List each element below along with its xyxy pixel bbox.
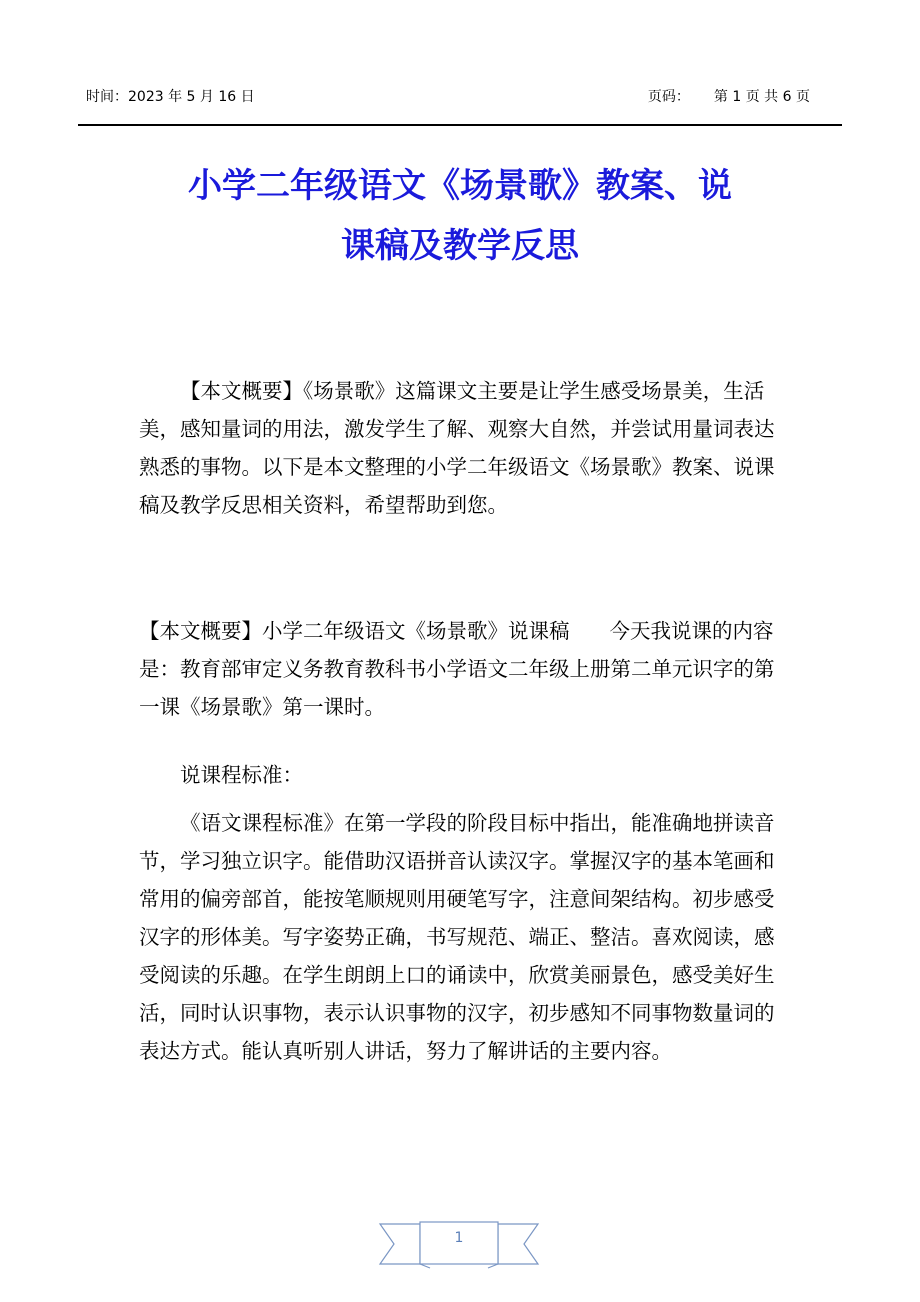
header-date: 时间：2023 年 5 月 16 日 xyxy=(86,89,255,105)
intro-paragraph xyxy=(139,612,784,726)
title-line-2: 课稿及教学反思 xyxy=(341,226,579,266)
header-page-info xyxy=(648,86,810,106)
intro-text-a: 【本文概要】小学二年级语文《场景歌》说课稿 xyxy=(139,619,570,643)
page-number-badge xyxy=(378,1220,540,1270)
page-number: 1 xyxy=(454,1230,464,1246)
header-page-label: 页码： xyxy=(647,89,690,105)
intro-text-b: 今天我说课的内容是：教育部审定义务教育教科书小学语文二年级上册第二单元识字的第一课《场景歌》第一课时。 xyxy=(139,619,775,719)
standard-body: 《语文课程标准》在第一学段的阶段目标中指出，能准确地拼读音节，学习独立识字。能借助汉语拼音认读汉字。掌握汉字的基本笔画和常用的偏旁部首，能按笔顺规则用硬笔写字，注意间架结构。初步感受汉字的形体美。写字姿势正确，书写规范、端正、整洁。喜欢阅读，感受阅读的乐趣。在学生朗朗上口的诵读中，欣赏美丽景色，感受美好生活，同时认识事物，表示认识事物的汉字，初步感知不同事物数量词的表达方式。能认真听别人讲话，努力了解讲话的主要内容。 xyxy=(139,811,775,1063)
document-title xyxy=(120,156,800,276)
header-divider xyxy=(78,124,842,126)
page-header xyxy=(86,86,810,108)
title-line-1: 小学二年级语文《场景歌》教案、说 xyxy=(188,166,732,206)
header-page-count: 第 1 页 共 6 页 xyxy=(713,89,810,105)
summary-text: 【本文概要】《场景歌》这篇课文主要是让学生感受场景美，生活美，感知量词的用法，激发学生了解、观察大自然，并尝试用量词表达熟悉的事物。以下是本文整理的小学二年级语文《场景歌》教案、说课稿及教学反思相关资料，希望帮助到您。 xyxy=(139,379,775,517)
standard-paragraph xyxy=(139,804,784,1070)
summary-paragraph xyxy=(139,372,784,524)
standard-heading: 说课程标准： xyxy=(180,763,303,787)
standard-heading-block xyxy=(139,756,784,794)
